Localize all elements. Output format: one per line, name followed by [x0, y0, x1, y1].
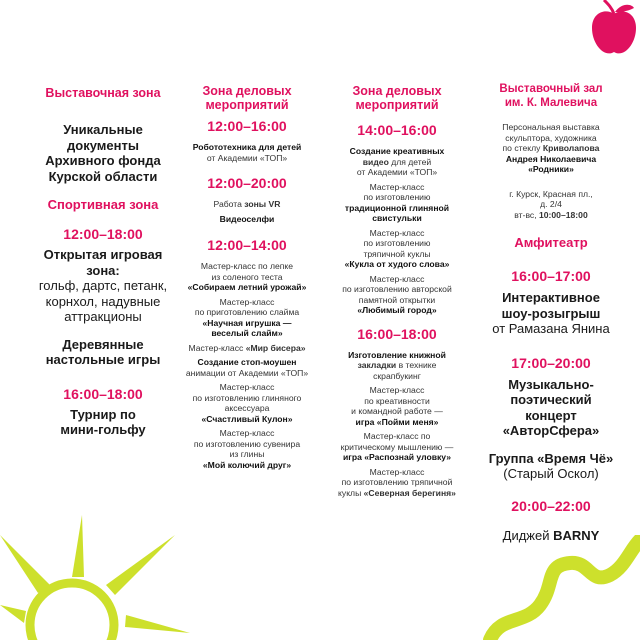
column-business-2	[326, 80, 468, 498]
group-city: (Старый Оскол)	[503, 466, 599, 481]
heading-business-zone: мероприятий	[205, 98, 289, 112]
exhibition-author-name: Андрея Николаевича	[505, 153, 597, 164]
event-text: Мастер-класс	[369, 385, 425, 395]
concert-title: концерт	[525, 407, 577, 423]
event-title: закладки	[357, 360, 397, 370]
time-slot: 12:00–14:00	[207, 237, 287, 253]
event-text: по креативности	[364, 395, 430, 406]
exhibition-text: по стеклу	[502, 143, 543, 153]
time-slot: 12:00–16:00	[207, 118, 287, 134]
heading-exhibition-hall: им. К. Малевича	[504, 97, 598, 109]
event-video	[326, 157, 468, 168]
event-title: игра «Распознай уловку»	[342, 452, 452, 462]
event-title: «Кукла от худого слова»	[344, 259, 450, 269]
concert-title: поэтический	[510, 392, 592, 407]
event-title: «Собираем летний урожай»	[187, 282, 307, 292]
archive-docs	[30, 122, 176, 184]
event-text: аксессуара	[224, 403, 270, 413]
event-text: критическому мышлению —	[340, 441, 454, 452]
event-text: куклы	[338, 487, 364, 498]
apple-icon	[588, 0, 640, 60]
event-title: Создание креативных	[349, 146, 445, 156]
event-text: Мастер-класс	[369, 227, 425, 238]
games-line: гольф, дартс, петанк,	[38, 278, 168, 293]
event-text: памятной открытки	[358, 294, 436, 305]
heading-exhibition-zone: Выставочная зона	[45, 86, 161, 100]
event-text: Мастер-класс	[369, 466, 425, 477]
event-text: от Академии «ТОП»	[206, 152, 288, 163]
show-title: Интерактивное	[502, 290, 600, 305]
dj-label: Диджей	[502, 527, 554, 543]
event-text: от Академии «ТОП»	[356, 167, 438, 177]
exhibition-text: Персональная выставка	[502, 122, 600, 132]
event-title: Создание стоп-моушен	[197, 357, 297, 367]
heading-exhibition-hall: Выставочный зал	[499, 83, 603, 95]
event-title: игра «Пойми меня»	[355, 416, 439, 427]
event-text: по изготовлению тряпичной	[341, 477, 453, 487]
event-beads	[176, 343, 318, 354]
event-text: для детей	[388, 156, 432, 167]
docs-line: Архивного фонда	[45, 153, 161, 168]
docs-line: Уникальные	[63, 122, 143, 137]
event-text: скрапбукинг	[373, 370, 421, 381]
event-text: Работа	[213, 199, 245, 209]
show-title: шоу-розыгрыш	[501, 305, 601, 321]
event-text: тряпичной куклы	[363, 248, 431, 259]
zone-line: зона:	[86, 262, 120, 278]
event-text: по изготовлению	[363, 192, 431, 202]
event-text: по изготовлению авторской	[342, 284, 452, 294]
event-doll	[326, 488, 468, 499]
concert-title: «АвторСфера»	[502, 423, 600, 438]
event-title: Видеоселфи	[219, 213, 275, 224]
wood-games-line: Деревянные	[62, 336, 144, 352]
event-title: «Счастливый Кулон»	[201, 413, 293, 424]
heading-business-zone: Зона деловых	[352, 84, 442, 98]
event-title: «Мой колючий друг»	[202, 459, 292, 470]
event-text: Мастер-класс	[219, 296, 275, 307]
docs-line: Курской области	[48, 168, 158, 184]
address-line: д. 2/4	[540, 199, 562, 209]
event-text: из глины	[229, 449, 265, 459]
wood-games-line: настольные игры	[45, 352, 161, 367]
event-text: в технике	[396, 360, 437, 370]
heading-business-zone: Зона деловых	[202, 84, 292, 98]
exhibition-author	[476, 143, 626, 154]
group-name: Группа «Время Чё»	[488, 450, 614, 466]
exhibition-title: «Родники»	[528, 164, 574, 174]
event-text: Мастер-класс	[369, 273, 425, 284]
show-host: от Рамазана Янина	[492, 321, 610, 336]
exhibition-author-name: Криволапова	[542, 143, 600, 153]
heading-sport-zone: Спортивная зона	[47, 197, 159, 212]
column-exhibition-sport	[30, 80, 176, 438]
event-text: Мастер-класс	[188, 342, 246, 353]
column-business-1	[176, 80, 318, 470]
time-slot: 12:00–20:00	[207, 175, 287, 191]
event-title: видео	[362, 156, 389, 167]
column-hall-amphitheater	[476, 80, 626, 543]
event-text: из соленого теста	[211, 271, 283, 282]
time-slot: 16:00–18:00	[357, 325, 437, 342]
games-line: корнхол, надувные	[45, 293, 161, 309]
zone-line: Открытая игровая	[43, 247, 163, 262]
time-slot: 16:00–18:00	[63, 385, 143, 402]
event-text: по изготовлению глиняного	[192, 392, 302, 403]
event-bookmark	[326, 360, 468, 371]
event-text: и командной работе —	[351, 406, 443, 416]
event-text: Мастер-класс	[219, 428, 275, 438]
event-title: свистульки	[372, 213, 422, 223]
dj-name: BARNY	[553, 527, 600, 543]
wave-ribbon-icon	[470, 535, 640, 640]
event-text: по изготовлению	[363, 238, 431, 248]
event-title: Изготовление книжной	[348, 349, 446, 360]
heading-amphitheater: Амфитеатр	[514, 235, 588, 250]
event-title: «Мир бисера»	[245, 342, 306, 353]
time-slot: 20:00–22:00	[511, 497, 591, 514]
event-title: веселый слайм»	[211, 328, 283, 338]
time-slot: 14:00–16:00	[357, 122, 437, 138]
sun-icon	[0, 515, 190, 640]
event-title: «Любимый город»	[357, 305, 437, 315]
opening-hours	[476, 210, 626, 221]
event-vr	[176, 199, 318, 210]
tournament-line: мини-гольфу	[60, 422, 146, 437]
event-title: Робототехника для детей	[192, 142, 302, 152]
time-slot: 12:00–18:00	[63, 226, 143, 242]
event-title: зоны VR	[244, 199, 281, 209]
time-slot: 16:00–17:00	[511, 268, 591, 284]
address-line: г. Курск, Красная пл.,	[509, 188, 593, 199]
concert-title: Музыкально-	[508, 376, 594, 392]
dj-line	[476, 528, 626, 544]
event-text: Мастер-класс по лепке	[200, 261, 294, 271]
event-text: Мастер-класс	[219, 382, 275, 392]
docs-line: документы	[67, 137, 139, 153]
event-text: Мастер-класс по	[363, 431, 431, 441]
event-text: по приготовлению слайма	[194, 307, 300, 317]
event-text: по изготовлению сувенира	[193, 438, 301, 449]
games-line: аттракционы	[64, 309, 142, 324]
event-title: традиционной глиняной	[344, 202, 450, 213]
event-text: Мастер-класс	[369, 181, 425, 192]
event-title: «Северная берегиня»	[363, 487, 456, 498]
days-text: вт-вс,	[514, 209, 539, 220]
heading-business-zone: мероприятий	[355, 98, 439, 112]
hours-text: 10:00–18:00	[538, 209, 588, 220]
event-text: анимации от Академии «ТОП»	[185, 367, 309, 378]
time-slot: 17:00–20:00	[511, 354, 591, 371]
exhibition-text: скульптора, художника	[505, 132, 597, 143]
tournament-line: Турнир по	[70, 406, 136, 422]
event-title: «Научная игрушка —	[202, 317, 292, 328]
